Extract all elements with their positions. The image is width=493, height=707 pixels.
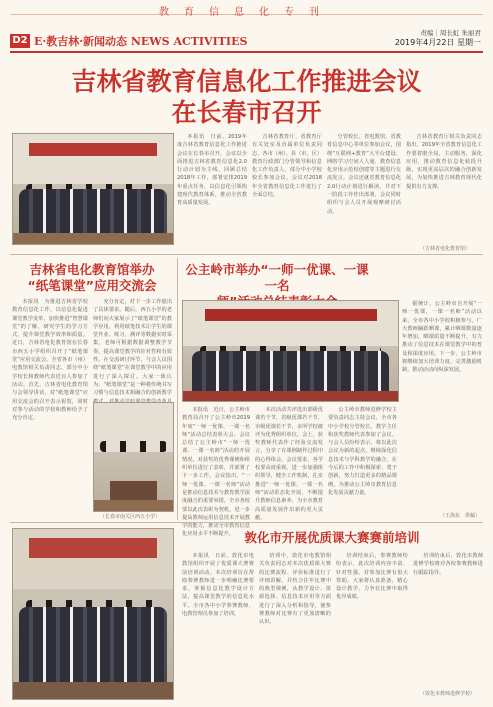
article2-paragraph-1: 本报讯 为推进吉林省学校教育信息化工作，以信息化促进课堂教学变革，加快推进“智慧课堂”的了解、研究学生的学习方式，提升课堂教学效率和质量。近日，吉林省电化教育馆在长春市西五小学组织召开了“纸笔课堂”应用交流会。全省各市（州）电教馆相关负责同志、部分中小学校长和教师代表近百人参加了活动。首先，吉林省电化教育馆与会领导讲话，对“纸笔课堂”应用交流会的召开表示祝贺，同时对参与活动的学校和教师给予了充分肯定。: [12, 299, 88, 422]
lead-headline: [10, 66, 483, 128]
lead-headline-line1: 吉林省教育信息化工作推进会议: [71, 67, 422, 96]
article2-photo: [93, 402, 174, 512]
lead-paragraph-4: 吉林省教育厅相关负责同志指出，2019年全省教育信息化工作要着眼全局，主动服务，深化应用，推动教育信息化转段升级，实现更高层次的融合创新发展，为加快推进吉林教育现代化提供有力支撑。: [406, 134, 482, 190]
article4-headline: 敦化市开展优质课大赛赛前培训: [244, 530, 420, 545]
article2-credit: （长春市南关区西五小学）: [100, 514, 161, 520]
article3-paragraph-3: 公主岭市教师进修学校主要负责同志主持会议，全市各中小学校分管校长、教学主任和获奖教师代表参加了会议。与会人员纷纷表示，将以此次会议为新的起点，继续深化信息技术与学科教学的融合，在今后的工作中积极探索、勇于创新，努力打造更多的精品课例，为推动公主岭市教育信息化发展贡献力量。: [328, 407, 397, 496]
article4-column-2: [259, 552, 331, 700]
article3-column-3: [328, 406, 397, 520]
column-divider: [177, 258, 178, 520]
lead-column-4: [406, 133, 482, 245]
lead-photo: [12, 133, 174, 245]
article4-credit: （敦化市教师进修学校）: [420, 691, 476, 697]
article3-paragraph-4: 据统计，公主岭市自开展“一师一优课、一课一名师”活动以来，全市各中小学校积极参与，广大教师踊跃晒课，累计晒课数量逐年增加，晒课质量不断提升，有力推动了信息技术在课堂教学中的普及和深度应用。下一步，公主岭市将继续加大培训力度，完善激励机制，推动活动向纵深发展。: [402, 301, 482, 374]
issue-date: 2019年4月22日 星期一: [394, 38, 481, 47]
lead-column-3: [327, 133, 401, 253]
lead-paragraph-2: 吉林省教育厅、省教育厅有关处室及直属单位负责同志，各市（州）、县（市、区）教育行政部门分管领导和信息化工作负责人，部分中小学校校长参加会议。会议对2018年全省教育信息化工作进行了全面总结。: [252, 134, 323, 199]
section-code-badge: D2: [10, 34, 30, 48]
article2-column-1: [12, 298, 88, 513]
lead-divider: [10, 254, 483, 255]
lead-headline-line2: 在长春市召开: [171, 98, 322, 127]
article2-headline-line1: 吉林省电化教育馆举办: [29, 262, 155, 277]
lead-paragraph-3: 分管校长、省电教馆、省教育信息中心等单位参加会议，围绕“互联网+教育”大平台建设、网络学习空间人人通、教育信息化应用示范校创建等主题进行交流发言。会议还就省教育信息化2.0行动计划进行解读，并对下一阶段工作作出部署，会议同时组织与会人员开展观摩研讨活动。: [327, 134, 401, 215]
issue-info: [395, 29, 481, 47]
article2-column-2: [93, 298, 172, 398]
article3-column-4: [402, 300, 482, 520]
article3-paragraph-1: 本报讯 近日，公主岭市教育局召开了公主岭市2019年度“一师一优课、一课一名师”活动总结表彰大会。会议总结了公主岭市“一师一优课、一课一名师”活动的开展情况，对获奖的优秀课例和组织单位进行了表彰，并部署了下一步工作。会议指出，“一师一优课、一课一名师”活动是推动信息技术与教育教学深度融合的重要举措，全市各校要以此次表彰为契机，进一步提高教师运用信息技术开展教学的能力，推动全市教育信息化应用水平不断提升。: [182, 407, 250, 538]
article4-column-1: [182, 552, 254, 700]
article3-photo: [182, 300, 399, 402]
lead-paragraph-1: 本报讯 日前，2019年度吉林省教育信息化工作推进会议在长春市召开。会议以全面推进吉林省教育信息化2.0行动计划为主线，回顾总结2018年工作，部署安排2019年重点任务，以信息化引领构建现代教育体系，推动全省教育高质量发展。: [177, 134, 247, 207]
article4-paragraph-1: 本报讯 日前，敦化市电教馆组织开展了优质课大赛赛前培训活动。本次培训旨在帮助参赛教师进一步明确比赛要求，掌握信息化教学设计方法，提高课堂教学的信息化水平。全市各中小学参赛教师、电教管理员参加了培训。: [182, 553, 254, 618]
header-rule: [10, 51, 483, 53]
article2-paragraph-2: 充分肯定，对下一步工作提出了具体要求。随后，西五小学的老师们向大家展示了“纸笔课堂”的教学应用，利用纸笔技术让学生的课堂作业、练习、测评等数据实时采集，老师可根据数据调整教学节奏，提高课堂教学的针对性和有效性。在交流研讨环节，与会人员围绕“纸笔课堂”在课堂教学中的应用进行了深入探讨。大家一致认为，“纸笔课堂”是一种将传统书写习惯与信息技术相融合的创新教学: [93, 299, 172, 397]
article2-headline-line2: “纸笔课堂”应用交流会: [27, 278, 157, 293]
article4-paragraph-3: 培训结束后，参赛教师纷纷表示，此次培训内容丰富、针对性强，对参加比赛有很大帮助。大家将认真准备，精心设计教学，力争在比赛中取得优异成绩。: [336, 553, 408, 601]
article3-credit: （王海东 供稿）: [440, 513, 481, 519]
article3-column-2: [255, 406, 323, 520]
article4-paragraph-2: 培训中，敦化市电教馆相关负责同志对本次优质课大赛的比赛流程、评价标准进行了详细讲解，并结合往年比赛中的典型课例，从教学设计、资源选择、信息技术应用等方面进行了深入分析和指导，使参赛教师对比赛有了更加清晰的认识。: [259, 553, 331, 626]
masthead-title: 教育信息化专刊: [159, 7, 334, 18]
article2-headline: [12, 262, 172, 294]
lead-column-2: [252, 133, 322, 253]
lead-column-1: [177, 133, 247, 253]
lead-credit: （吉林省电化教育馆）: [420, 246, 471, 252]
article4-column-3: [336, 552, 408, 700]
article4-paragraph-4: 培训结束后，敦化市教师进修学校将对各校参赛教师进行跟踪指导。: [413, 553, 483, 576]
section-title: E·教吉林·新闻动态 NEWS ACTIVITIES: [34, 35, 248, 48]
article3-column-1: [182, 406, 250, 538]
article4-photo: [12, 528, 174, 700]
issue-editors: 责编｜周长虹 朱丽君: [420, 29, 481, 37]
article3-headline-line1: 公主岭市举办“一师一优课、一课一名: [185, 262, 369, 293]
article4-column-4: [413, 552, 483, 684]
article3-paragraph-2: 本次活动共评选出部级优课若干节，省级优课若干节，市级优课若干节，多所学校被评为优秀组织单位。会上，获奖教师代表作了经验交流发言，分享了在课例制作过程中的心得体会。会议要求，各学校要高度重视，进一步加强组织领导，健全工作机制，扎实推进“一师一优课、一课一名师”活动常态化开展，不断提升教师信息素养，为全市教育高质量发展作出新的更大贡献。: [255, 407, 323, 521]
article3-divider: [10, 522, 483, 523]
